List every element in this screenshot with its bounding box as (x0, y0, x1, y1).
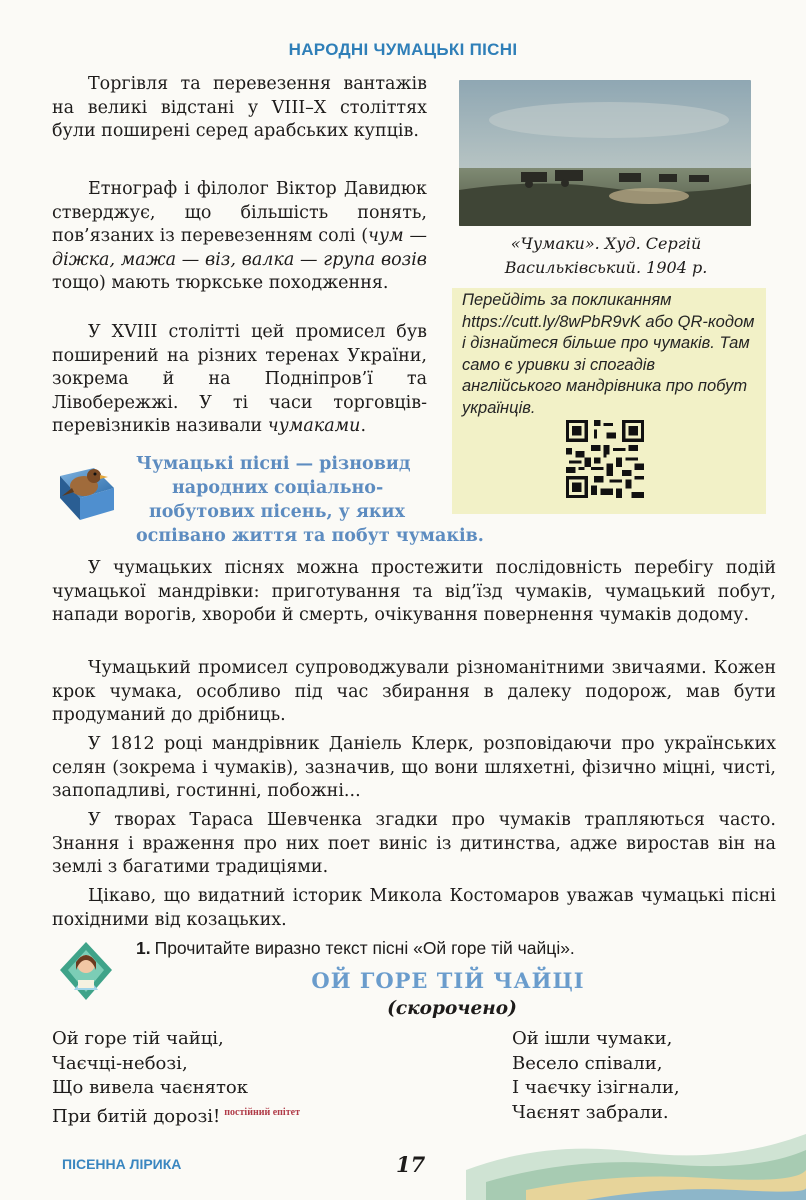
footer-section-label: ПІСЕННА ЛІРИКА (62, 1156, 182, 1172)
definition-line: народних соціально- (172, 478, 384, 498)
body-paragraph-1: У чумацьких піснях можна простежити послідовність перебігу подій чумацької мандрівки: приготування та від’їзд чумаків, чумацький побут, напади ворогів, хвороби й смерть, очікування повернення чумаків додому. (52, 558, 776, 625)
body-paragraph-4: У творах Тараса Шевченка згадки про чумаків трапляються часто. Знання і враження про них поет виніс із дитинства, адже виростав він на землі з багатими традиціями. (52, 810, 776, 877)
body-paragraph-5: Цікаво, що видатний історик Микола Костомаров уважав чумацькі пісні похідними від козацьких. (52, 886, 776, 930)
task-number: 1. (136, 938, 151, 958)
song-subtitle: (скорочено) (387, 998, 517, 1019)
verse-line (52, 1101, 300, 1130)
qr-note-text: Перейдіть за покликанням https://cutt.ly/8wPbR9vK або QR-кодом і дізнайтеся більше про чумаків. Там само є уривки зі спогадів англійського мандрівника про побут українців. (462, 291, 755, 417)
verse-line: Чаєнят забрали. (512, 1101, 669, 1123)
epithet-note: постійний епітет (224, 1106, 300, 1118)
intro-text: тощо) мають тюркське походження. (52, 273, 389, 293)
intro-terms: чум — діжка, мажа — віз, валка — група возів (52, 226, 427, 270)
verse-line: Ой ішли чумаки, (512, 1028, 673, 1049)
verse-line: І чаєчку ізігнали, (512, 1077, 680, 1098)
verse-left (52, 1027, 300, 1129)
chumaky-painting (459, 80, 751, 226)
intro-text: У XVIII столітті цей промисел був поширений на різних теренах України, зокрема й на Подніпров’ї та Лівобережжі. У ті часи торговців-перевізників називали (52, 322, 427, 436)
intro-text: Етнограф і філолог Віктор Давидюк стверджує, що більшість понять, пов’язаних із перевезенням солі ( (52, 179, 427, 246)
definition-line: побутових пісень, у яких (149, 502, 405, 522)
intro-paragraph-2 (52, 178, 427, 296)
verse-right (512, 1027, 680, 1125)
intro-paragraph-1: Торгівля та перевезення вантажів на великі відстані у VIII–X століттях були поширені серед арабських купців. (52, 74, 427, 141)
painting-caption (456, 232, 756, 280)
decorative-wave-icon (466, 1130, 806, 1200)
definition-chumak-songs (136, 452, 500, 548)
caption-line: Васильківський. 1904 р. (504, 258, 708, 277)
page-header: НАРОДНІ ЧУМАЦЬКІ ПІСНІ (288, 40, 518, 59)
intro-term: чумаками (267, 416, 361, 436)
definition-term: Чумацькі пісні (136, 454, 290, 474)
caption-line: «Чумаки». Худ. Сергій (510, 234, 702, 253)
verse-line: Ой горе тій чайці, (52, 1028, 224, 1049)
definition-line: оспівано життя та побут чумаків. (136, 526, 484, 546)
intro-text: . (360, 416, 367, 436)
bird-book-icon (54, 462, 120, 528)
page-number: 17 (396, 1152, 426, 1177)
song-title: ОЙ ГОРЕ ТІЙ ЧАЙЦІ (311, 968, 585, 993)
definition-line (136, 452, 500, 476)
body-paragraph-2: Чумацький промисел супроводжували різноманітними звичаями. Кожен крок чумака, особливо під час збирання в далеку подорож, мав бути продуманий до дрібниць. (52, 658, 776, 725)
verse-line: Весело співали, (512, 1052, 663, 1074)
verse-text: При битій дорозі! (52, 1105, 221, 1127)
body-paragraph-3: У 1812 році мандрівник Даніель Клерк, розповідаючи про українських селян (зокрема і чумаків), зазначив, що вони шляхетні, фізично міцні, чисті, запопадливі, гостинні, побожні... (52, 734, 776, 801)
verse-line: Чаєчці-небозі, (52, 1052, 188, 1074)
verse-line: Що вивела чаєняток (52, 1077, 249, 1098)
qr-code-icon[interactable] (566, 420, 644, 498)
task-text: Прочитайте виразно текст пісні «Ой горе тій чайці». (154, 938, 575, 958)
definition-text: — різновид (289, 454, 411, 474)
intro-paragraph-3 (52, 321, 427, 439)
task-1 (136, 938, 575, 959)
